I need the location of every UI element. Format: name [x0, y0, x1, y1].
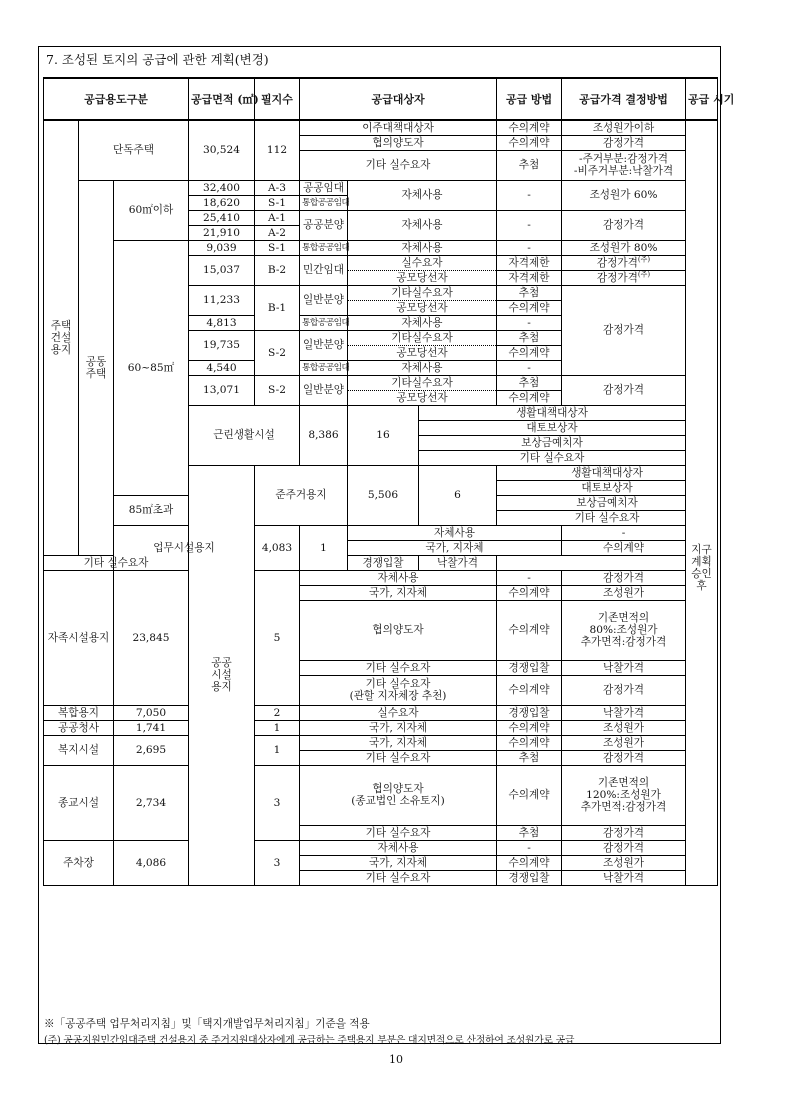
area-cell: 4,083 — [255, 525, 300, 570]
price-cell: 낙찰가격 — [562, 660, 686, 675]
method-cell: - — [497, 180, 562, 210]
target-cell: 기타실수요자 — [348, 330, 497, 345]
price-cell: 감정가격 — [562, 750, 686, 765]
supply-timing: 지구 계획 승인후 — [686, 120, 718, 885]
target-cell: 국가, 지자체 — [300, 585, 497, 600]
area-cell: 18,620 — [189, 195, 255, 210]
method-cell: 경쟁입찰 — [497, 705, 562, 720]
target-cell: 대토보상자 — [497, 480, 718, 495]
price-cell: -주거부분:감정가격 -비주거부분:낙찰가격 — [562, 150, 686, 180]
lot-cell: S-1 — [255, 240, 300, 255]
area-cell: 2,734 — [114, 765, 189, 840]
method-cell: - — [497, 840, 562, 855]
footnote-remark: (주) 공공지원민간임대주택 건설용지 중 주거지원대상자에게 공급하는 주택용지 부분은 대지면적으로 산정하여 조성원가로 공급 — [44, 1035, 575, 1046]
subcategory-self-sufficiency: 자족시설용지 — [44, 570, 114, 705]
table-row — [44, 525, 718, 540]
method-cell: 자격제한 — [497, 270, 562, 285]
target-cell: 일반분양 — [300, 330, 348, 360]
table-row — [44, 765, 718, 780]
lots-cell: 1 — [255, 735, 300, 765]
method-cell: - — [562, 525, 686, 540]
lots-cell: 6 — [419, 465, 497, 525]
price-cell: 조성원가 — [562, 720, 686, 735]
area-cell: 2,695 — [114, 735, 189, 765]
target-cell: 공공분양 — [300, 210, 348, 240]
target-cell: 기타 실수요자 (관할 지자체장 추천) — [300, 675, 497, 705]
area-cell: 15,037 — [189, 255, 255, 285]
price-cell — [562, 255, 686, 270]
target-cell: 이주대책대상자 — [300, 120, 497, 135]
lot-cell: S-1 — [255, 195, 300, 210]
target-cell: 보상금예치자 — [419, 435, 686, 450]
table-row — [44, 720, 718, 735]
lot-cell: A-3 — [255, 180, 300, 195]
price-cell: 감정가격 — [562, 840, 686, 855]
header-row — [44, 78, 718, 120]
header-price: 공급가격 결정방법 — [562, 78, 686, 120]
target-cell: 공모당선자 — [348, 345, 497, 360]
price-cell: 조성원가 80% — [562, 240, 686, 255]
area-cell: 9,039 — [189, 240, 255, 255]
header-area: 공급면적 (㎡) — [189, 78, 255, 120]
method-cell: 수의계약 — [497, 300, 562, 315]
footnote-mark: (주) — [637, 254, 651, 263]
method-cell: 추첨 — [497, 330, 562, 345]
lot-cell: S-2 — [255, 330, 300, 375]
target-cell: 통합공공임대 — [300, 360, 348, 375]
price-cell: 조성원가 — [562, 735, 686, 750]
method-cell: 수의계약 — [497, 585, 562, 600]
target-cell: 기타실수요자 — [348, 375, 497, 390]
target-cell: 자체사용 — [348, 525, 562, 540]
price-cell: 낙찰가격 — [562, 870, 686, 885]
price-cell: 감정가격 — [562, 135, 686, 150]
area-cell: 25,410 — [189, 210, 255, 225]
method-cell: - — [497, 570, 562, 585]
target-cell: 기타 실수요자 — [497, 510, 718, 525]
lots-cell: 1 — [255, 720, 300, 735]
target-cell: 통합공공임대 — [300, 240, 348, 255]
method-cell: 자격제한 — [497, 255, 562, 270]
method-cell: - — [497, 240, 562, 255]
price-cell: 낙찰가격 — [562, 705, 686, 720]
area-cell: 30,524 — [189, 120, 255, 180]
category-housing-site: 주택 건설 용지 — [44, 120, 79, 555]
price-cell: 감정가격 — [562, 285, 686, 375]
size-under-60: 60㎡이하 — [114, 180, 189, 240]
lots-cell: 3 — [255, 765, 300, 840]
target-cell: 국가, 지자체 — [300, 735, 497, 750]
target-cell: 기타 실수요자 — [300, 870, 497, 885]
subcategory-parking: 주차장 — [44, 840, 114, 885]
price-cell — [562, 270, 686, 285]
method-cell: 추첨 — [497, 825, 562, 840]
area-cell: 19,735 — [189, 330, 255, 360]
header-use: 공급용도구분 — [44, 78, 189, 120]
target-cell: 공모당선자 — [348, 390, 497, 405]
price-cell: 감정가격 — [562, 570, 686, 585]
price-cell: 감정가격 — [562, 825, 686, 840]
target-cell: 국가, 지자체 — [348, 540, 562, 555]
method-cell: 수의계약 — [497, 135, 562, 150]
subcategory-detached: 단독주택 — [79, 120, 189, 180]
target-cell: 공모당선자 — [348, 270, 497, 285]
price-cell: 감정가격 — [562, 675, 686, 705]
lots-cell: 112 — [255, 120, 300, 180]
target-cell: 통합공공임대 — [300, 195, 348, 210]
price-cell: 낙찰가격 — [419, 555, 497, 570]
subcategory-welfare: 복지시설 — [44, 735, 114, 765]
target-cell: 기타 실수요자 — [419, 450, 686, 465]
subcategory-religious: 종교시설 — [44, 765, 114, 840]
table-row — [44, 840, 718, 855]
table-row — [44, 705, 718, 720]
target-cell: 기타 실수요자 — [300, 150, 497, 180]
target-cell: 기타 실수요자 — [300, 750, 497, 765]
target-cell: 민간임대 — [300, 255, 348, 285]
subcategory-neighborhood: 근린생활시설 — [189, 405, 300, 465]
header-timing: 공급 시기 — [686, 78, 718, 120]
method-cell: 경쟁입찰 — [497, 870, 562, 885]
lot-cell: B-1 — [255, 285, 300, 330]
method-cell: 수의계약 — [497, 855, 562, 870]
price-cell: 조성원가 — [562, 855, 686, 870]
area-cell: 1,741 — [114, 720, 189, 735]
method-cell: 수의계약 — [497, 120, 562, 135]
target-cell: 실수요자 — [300, 705, 497, 720]
target-cell: 공공임대 — [300, 180, 348, 195]
target-cell: 생활대책대상자 — [497, 465, 718, 480]
subcategory-semi-residential: 준주거용지 — [255, 465, 348, 525]
target-cell: 대토보상자 — [419, 420, 686, 435]
size-60-85: 60~85㎡ — [114, 240, 189, 495]
price-cell: 조성원가이하 — [562, 120, 686, 135]
price-cell: 감정가격 — [562, 375, 686, 405]
target-cell: 자체사용 — [348, 210, 497, 240]
header-target: 공급대상자 — [300, 78, 497, 120]
method-cell: 추첨 — [497, 375, 562, 390]
target-cell: 공모당선자 — [348, 300, 497, 315]
target-cell: 통합공공임대 — [300, 315, 348, 330]
target-cell: 일반분양 — [300, 285, 348, 315]
table-row — [44, 735, 718, 750]
land-supply-table — [43, 77, 735, 886]
table-row — [44, 555, 718, 570]
table-row — [44, 120, 718, 135]
subcategory-government: 공공청사 — [44, 720, 114, 735]
method-cell: 추첨 — [497, 750, 562, 765]
method-cell: 추첨 — [497, 285, 562, 300]
lots-cell: 1 — [300, 525, 348, 570]
lots-cell: 3 — [255, 840, 300, 885]
size-over-85: 85㎡초과 — [114, 495, 189, 525]
category-public-site: 공공 시설 용지 — [189, 465, 255, 885]
lot-cell: A-2 — [255, 225, 300, 240]
method-cell: - — [497, 360, 562, 375]
area-cell: 11,233 — [189, 285, 255, 315]
method-cell: 수의계약 — [562, 540, 686, 555]
method-cell: - — [497, 315, 562, 330]
price-cell: 기존면적의 120%:조성원가 추가면적:감정가격 — [562, 765, 686, 825]
area-cell: 8,386 — [300, 405, 348, 465]
lots-cell: 2 — [255, 705, 300, 720]
target-cell: 국가, 지자체 — [300, 855, 497, 870]
table-row — [44, 180, 718, 195]
area-cell: 4,540 — [189, 360, 255, 375]
method-cell: 추첨 — [497, 150, 562, 180]
target-cell: 기타실수요자 — [348, 285, 497, 300]
subcategory-complex: 복합용지 — [44, 705, 114, 720]
target-cell: 국가, 지자체 — [300, 720, 497, 735]
header-lots: 필지수 — [255, 78, 300, 120]
lots-cell: 16 — [348, 405, 419, 465]
target-cell: 자체사용 — [300, 840, 497, 855]
area-cell: 4,813 — [189, 315, 255, 330]
area-cell: 23,845 — [114, 570, 189, 705]
area-cell: 32,400 — [189, 180, 255, 195]
method-cell: 수의계약 — [497, 390, 562, 405]
method-cell: 수의계약 — [497, 735, 562, 750]
target-cell: 기타 실수요자 — [300, 825, 497, 840]
target-cell: 자체사용 — [348, 315, 497, 330]
target-cell: 생활대책대상자 — [419, 405, 686, 420]
lots-cell: 5 — [255, 570, 300, 705]
target-cell: 기타 실수요자 — [300, 660, 497, 675]
lot-cell: A-1 — [255, 210, 300, 225]
price-text: 감정가격 — [596, 256, 638, 269]
table-row — [44, 570, 718, 585]
area-cell: 5,506 — [348, 465, 419, 525]
price-cell: 조성원가 — [562, 585, 686, 600]
footnote-standards: ※「공공주택 업무처리지침」및「택지개발업무처리지침」기준을 적용 — [44, 1018, 370, 1030]
header-method: 공급 방법 — [497, 78, 562, 120]
area-cell: 21,910 — [189, 225, 255, 240]
subcategory-business: 업무시설용지 — [114, 525, 255, 570]
target-cell: 자체사용 — [300, 570, 497, 585]
price-cell: 기존면적의 80%:조성원가 추가면적:감정가격 — [562, 600, 686, 660]
lot-cell: S-2 — [255, 375, 300, 405]
method-cell: 경쟁입찰 — [348, 555, 419, 570]
target-cell: 협의양도자 — [300, 135, 497, 150]
table-row — [44, 240, 718, 255]
target-cell: 자체사용 — [348, 180, 497, 210]
section-title: 7. 조성된 토지의 공급에 관한 계획(변경) — [46, 52, 269, 67]
target-cell: 보상금예치자 — [497, 495, 718, 510]
footnote-mark: (주) — [637, 269, 651, 278]
subcategory-apartment: 공동 주택 — [79, 180, 114, 555]
price-cell: 조성원가 60% — [562, 180, 686, 210]
method-cell: 수의계약 — [497, 675, 562, 705]
target-cell: 협의양도자 (종교법인 소유토지) — [300, 765, 497, 825]
method-cell: 수의계약 — [497, 345, 562, 360]
area-cell: 7,050 — [114, 705, 189, 720]
method-cell: 수의계약 — [497, 765, 562, 825]
area-cell: 13,071 — [189, 375, 255, 405]
target-cell: 협의양도자 — [300, 600, 497, 660]
target-cell: 자체사용 — [348, 240, 497, 255]
target-cell: 일반분양 — [300, 375, 348, 405]
method-cell: 수의계약 — [497, 720, 562, 735]
method-cell: 경쟁입찰 — [497, 660, 562, 675]
method-cell: 수의계약 — [497, 600, 562, 660]
price-cell: 감정가격 — [562, 210, 686, 240]
target-cell: 자체사용 — [348, 360, 497, 375]
price-text: 감정가격 — [596, 271, 638, 284]
method-cell: - — [497, 210, 562, 240]
area-cell: 4,086 — [114, 840, 189, 885]
target-cell: 기타 실수요자 — [44, 555, 189, 570]
page-number: 10 — [389, 1053, 403, 1066]
target-cell: 실수요자 — [348, 255, 497, 270]
lot-cell: B-2 — [255, 255, 300, 285]
